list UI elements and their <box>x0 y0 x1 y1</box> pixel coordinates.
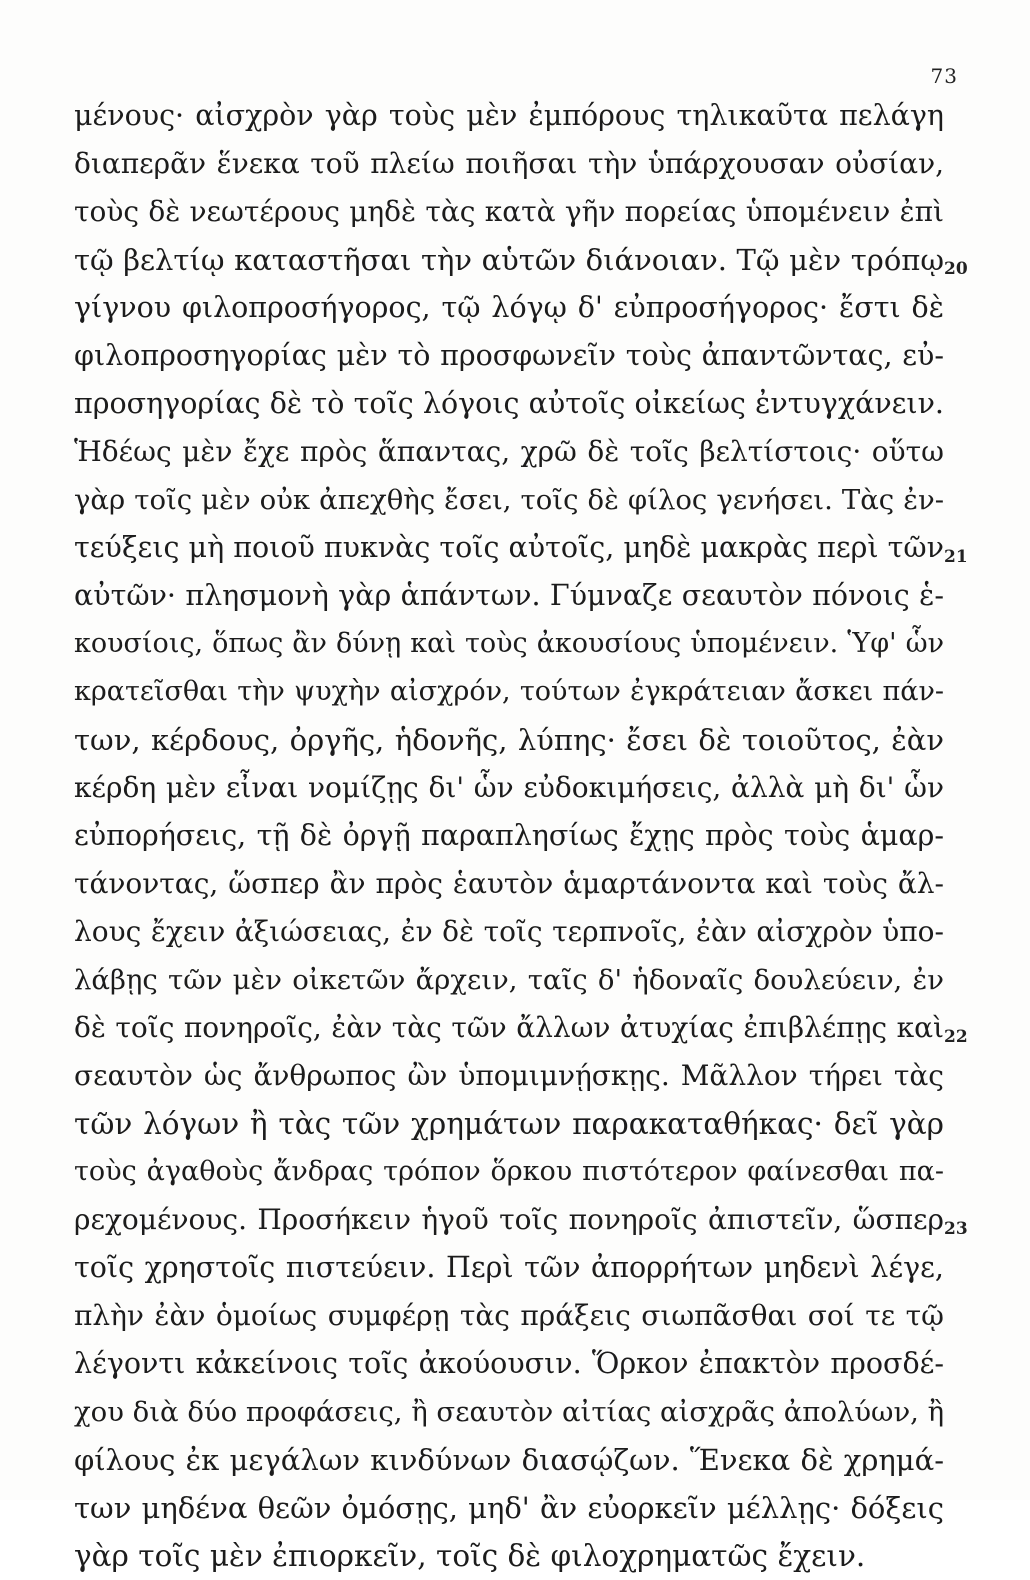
text-line: σεαυτὸν ὡς ἄνθρωπος ὢν ὑπομιμνῄσκῃς. Μᾶλλον τήρει τὰς <box>74 1059 944 1092</box>
text-line: γὰρ τοῖς μὲν οὐκ ἀπεχθὴς ἔσει, τοῖς δὲ φίλος γενήσει. Τὰς ἐν- <box>74 484 944 516</box>
text-line: των, κέρδους, ὀργῆς, ἡδονῆς, λύπης· ἔσει δὲ τοιοῦτος, ἐὰν <box>74 723 944 757</box>
text-line: κουσίοις, ὅπως ἂν δύνῃ καὶ τοὺς ἀκουσίους ὑπομένειν. Ὑφ' ὧν <box>74 628 944 659</box>
text-line: μένους· αἰσχρὸν γὰρ τοὺς μὲν ἐμπόρους τηλικαῦτα πελάγη <box>74 99 944 132</box>
text-line: τῷ βελτίῳ καταστῆσαι τὴν αὑτῶν διάνοιαν. Τῷ μὲν τρόπῳ <box>74 243 944 277</box>
page-number: 73 <box>930 64 958 88</box>
text-line: λους ἔχειν ἀξιώσειας, ἐν δὲ τοῖς τερπνοῖς, ἐὰν αἰσχρὸν ὑπο- <box>74 915 944 948</box>
text-line: γὰρ τοῖς μὲν ἐπιορκεῖν, τοῖς δὲ φιλοχρηματῶς ἔχειν. <box>74 1539 866 1573</box>
section-number: 20 <box>944 259 968 279</box>
text-line: χου διὰ δύο προφάσεις, ἢ σεαυτὸν αἰτίας αἰσχρᾶς ἀπολύων, ἢ <box>74 1396 945 1428</box>
text-line: λάβῃς τῶν μὲν οἰκετῶν ἄρχειν, ταῖς δ' ἡδοναῖς δουλεύειν, ἐν <box>74 964 944 996</box>
text-line: των μηδένα θεῶν ὀμόσῃς, μηδ' ἂν εὐορκεῖν μέλλῃς· δόξεις <box>74 1491 944 1525</box>
text-line: τοὺς ἀγαθοὺς ἄνδρας τρόπον ὅρκου πιστότερον φαίνεσθαι πα- <box>74 1156 944 1187</box>
text-line: τάνοντας, ὥσπερ ἂν πρὸς ἑαυτὸν ἁμαρτάνοντα καὶ τοὺς ἄλ- <box>74 867 944 900</box>
text-line: πλὴν ἐὰν ὁμοίως συμφέρῃ τὰς πράξεις σιωπᾶσθαι σοί τε τῷ <box>74 1299 944 1332</box>
section-number: 23 <box>944 1219 968 1239</box>
text-line: τεύξεις μὴ ποιοῦ πυκνὰς τοῖς αὐτοῖς, μηδὲ μακρὰς περὶ τῶν <box>74 531 944 564</box>
text-line: φίλους ἐκ μεγάλων κινδύνων διασῴζων. Ἕνεκα δὲ χρημά- <box>74 1443 944 1477</box>
text-line: κέρδη μὲν εἶναι νομίζῃς δι' ὧν εὐδοκιμήσεις, ἀλλὰ μὴ δι' ὧν <box>74 771 944 804</box>
text-line: γίγνου φιλοπροσήγορος, τῷ λόγῳ δ' εὐπροσήγορος· ἔστι δὲ <box>74 291 944 324</box>
text-line: κρατεῖσθαι τὴν ψυχὴν αἰσχρόν, τούτων ἐγκράτειαν ἄσκει πάν- <box>74 676 944 707</box>
section-number: 21 <box>944 547 968 567</box>
section-number: 22 <box>944 1027 968 1047</box>
text-line: ρεχομένους. Προσήκειν ἡγοῦ τοῖς πονηροῖς ἀπιστεῖν, ὥσπερ <box>74 1203 944 1236</box>
text-line: τῶν λόγων ἢ τὰς τῶν χρημάτων παρακαταθήκας· δεῖ γὰρ <box>74 1107 944 1141</box>
text-line: φιλοπροσηγορίας μὲν τὸ προσφωνεῖν τοὺς ἀπαντῶντας, εὐ- <box>74 339 944 372</box>
text-line: τοῖς χρηστοῖς πιστεύειν. Περὶ τῶν ἀπορρήτων μηδενὶ λέγε, <box>74 1251 944 1284</box>
text-line: τοὺς δὲ νεωτέρους μηδὲ τὰς κατὰ γῆν πορείας ὑπομένειν ἐπὶ <box>74 195 944 228</box>
text-line: αὐτῶν· πλησμονὴ γὰρ ἁπάντων. Γύμναζε σεαυτὸν πόνοις ἑ- <box>74 579 944 612</box>
text-line: Ἡδέως μὲν ἔχε πρὸς ἅπαντας, χρῶ δὲ τοῖς βελτίστοις· οὕτω <box>74 435 944 468</box>
text-line: προσηγορίας δὲ τὸ τοῖς λόγοις αὐτοῖς οἰκείως ἐντυγχάνειν. <box>74 387 944 420</box>
text-line: δὲ τοῖς πονηροῖς, ἐὰν τὰς τῶν ἄλλων ἀτυχίας ἐπιβλέπῃς καὶ <box>74 1011 944 1044</box>
greek-text-block <box>74 92 944 1580</box>
text-line: εὐπορήσεις, τῇ δὲ ὀργῇ παραπλησίως ἔχῃς πρὸς τοὺς ἁμαρ- <box>74 819 944 852</box>
text-line: διαπερᾶν ἕνεκα τοῦ πλείω ποιῆσαι τὴν ὑπάρχουσαν οὐσίαν, <box>74 147 944 180</box>
text-line: λέγοντι κἀκείνοις τοῖς ἀκούουσιν. Ὅρκον ἐπακτὸν προσδέ- <box>74 1347 944 1380</box>
